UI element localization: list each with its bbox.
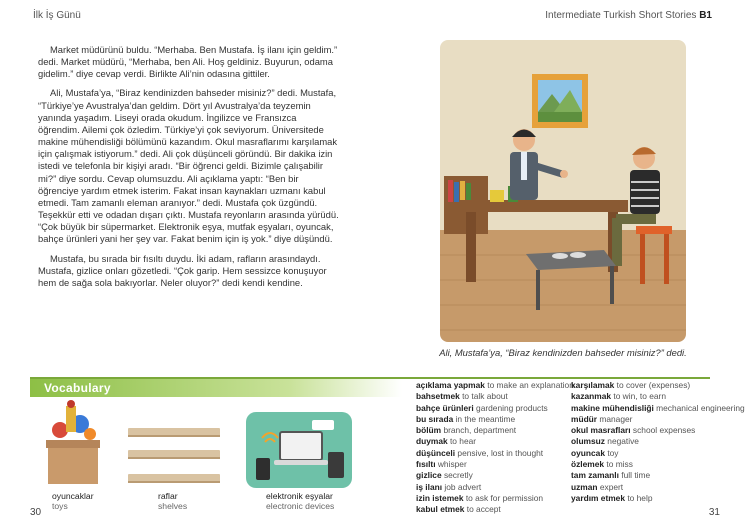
story-paragraph: Mustafa, bu sırada bir fısıltı duydu. İki adam, rafların arasındaydı. Mustafa, gizlice onları gözetledi. “Çok garip. Hem sessizce konuşuyor hem de sağa sola bakıyorlar. Neler oluyor?” dedi kendi kendine.: [38, 252, 327, 288]
page-number-left: 30: [30, 507, 42, 518]
vocab-word: elektronik eşyalar: [266, 491, 333, 501]
electronic-devices-image: [246, 412, 352, 493]
glossary-entry: açıklama yapmak to make an explanation: [416, 380, 574, 390]
glossary-entry: kazanmak to win, to earn: [571, 391, 666, 402]
glossary-right: [571, 380, 745, 504]
running-header-right: [545, 10, 712, 21]
glossary-left: [416, 380, 574, 516]
shelves-label: [158, 491, 187, 511]
shelves-image: [126, 424, 222, 493]
glossary-entry: makine mühendisliği mechanical engineering: [571, 402, 745, 413]
story-text: [38, 44, 340, 296]
glossary-entry: olumsuz negative: [571, 436, 639, 447]
glossary-entry: kabul etmek to accept: [416, 504, 501, 515]
glossary-entry: müdür manager: [571, 413, 633, 424]
glossary-entry: tam zamanlı full time: [571, 470, 651, 481]
story-paragraph: Market müdürünü buldu. “Merhaba. Ben Mustafa. İş ilanı için geldim.” dedi. Market müdürü, “Merhaba, ben Ali. Hoş geldiniz. Buyurun, odama gidelim.” diye cevap verdi. Birlikte Ali’nin odasına gittiler.: [38, 44, 338, 80]
story-illustration: [440, 40, 686, 342]
glossary-entry: yardım etmek to help: [571, 492, 653, 503]
glossary-entry: oyuncak toy: [571, 447, 619, 458]
glossary-entry: gizlice secretly: [416, 470, 473, 481]
glossary-entry: bu sırada in the meantime: [416, 413, 516, 424]
glossary-entry: özlemek to miss: [571, 459, 633, 470]
page-number-right: 31: [708, 507, 720, 518]
vocabulary-title: Vocabulary: [44, 381, 111, 395]
story-paragraph: Ali, Mustafa’ya, “Biraz kendinizden bahseder misiniz?” dedi. Mustafa, “Türkiye’ye Avustralya’dan geldim. Dört yıl Avustralya’da teyzemin yanında yaşadım. Liseyi orada okudum. İngilizce ve Fransızca öğrendim. Ailemi çok özledim. Türkiye’yi çok seviyorum. Üniversitede makine mühendisliği bölümünü kazandım. Okul masraflarımı karşılamak için çalışmak istiyorum.” dedi. Ali çok düşünceli göründü. Bir dakika izin istedi ve telefonla bir kişiyi aradı. “Bir öğrenci geldi. Bizimle çalışabilir mi?” diye sordu. Cevap olumsuzdu. Ali açıklama yaptı: “Ben bir öğrenciye yardım etmek isterim. Fakat insan kaynakları uzmanı kabul etmedi. Tam zamanlı eleman aranıyor.” dedi. Mustafa çok üzgündü. Teşekkür etti ve odadan dışarı çıktı. Mustafa reyonların arasında yürüdü. “Çok büyük bir süpermarket. Elektronik eşya, mutfak eşyaları, oyuncak, bahçe ürünleri yani her şey var. Fakat benim için iş yok.” diye düşündü.: [38, 87, 339, 245]
glossary-entry: düşünceli pensive, lost in thought: [416, 447, 544, 458]
book-title: Intermediate Turkish Short Stories: [545, 10, 697, 21]
glossary-entry: uzman expert: [571, 481, 624, 492]
toys-label: [52, 491, 94, 511]
vocab-translation: toys: [52, 501, 68, 511]
vocab-word: oyuncaklar: [52, 491, 94, 501]
glossary-entry: bölüm branch, department: [416, 425, 517, 436]
level-badge: B1: [699, 10, 712, 21]
running-header-left: İlk İş Günü: [33, 10, 81, 21]
vocab-translation: electronic devices: [266, 501, 335, 511]
glossary-entry: karşılamak to cover (expenses): [571, 380, 691, 390]
glossary-entry: iş ilanı job advert: [416, 481, 482, 492]
toys-image: [40, 400, 104, 491]
vocab-word: raflar: [158, 491, 178, 501]
glossary-entry: duymak to hear: [416, 436, 477, 447]
glossary-entry: izin istemek to ask for permission: [416, 492, 544, 503]
illustration-caption: Ali, Mustafa’ya, “Biraz kendinizden bahseder misiniz?” dedi.: [439, 347, 687, 358]
glossary-entry: bahsetmek to talk about: [416, 391, 508, 402]
glossary-entry: okul masrafları school expenses: [571, 425, 696, 436]
electronic-devices-label: [266, 491, 334, 511]
glossary-entry: bahçe ürünleri gardening products: [416, 402, 548, 413]
vocab-translation: shelves: [158, 501, 188, 511]
glossary-entry: fısıltı whisper: [416, 459, 467, 470]
